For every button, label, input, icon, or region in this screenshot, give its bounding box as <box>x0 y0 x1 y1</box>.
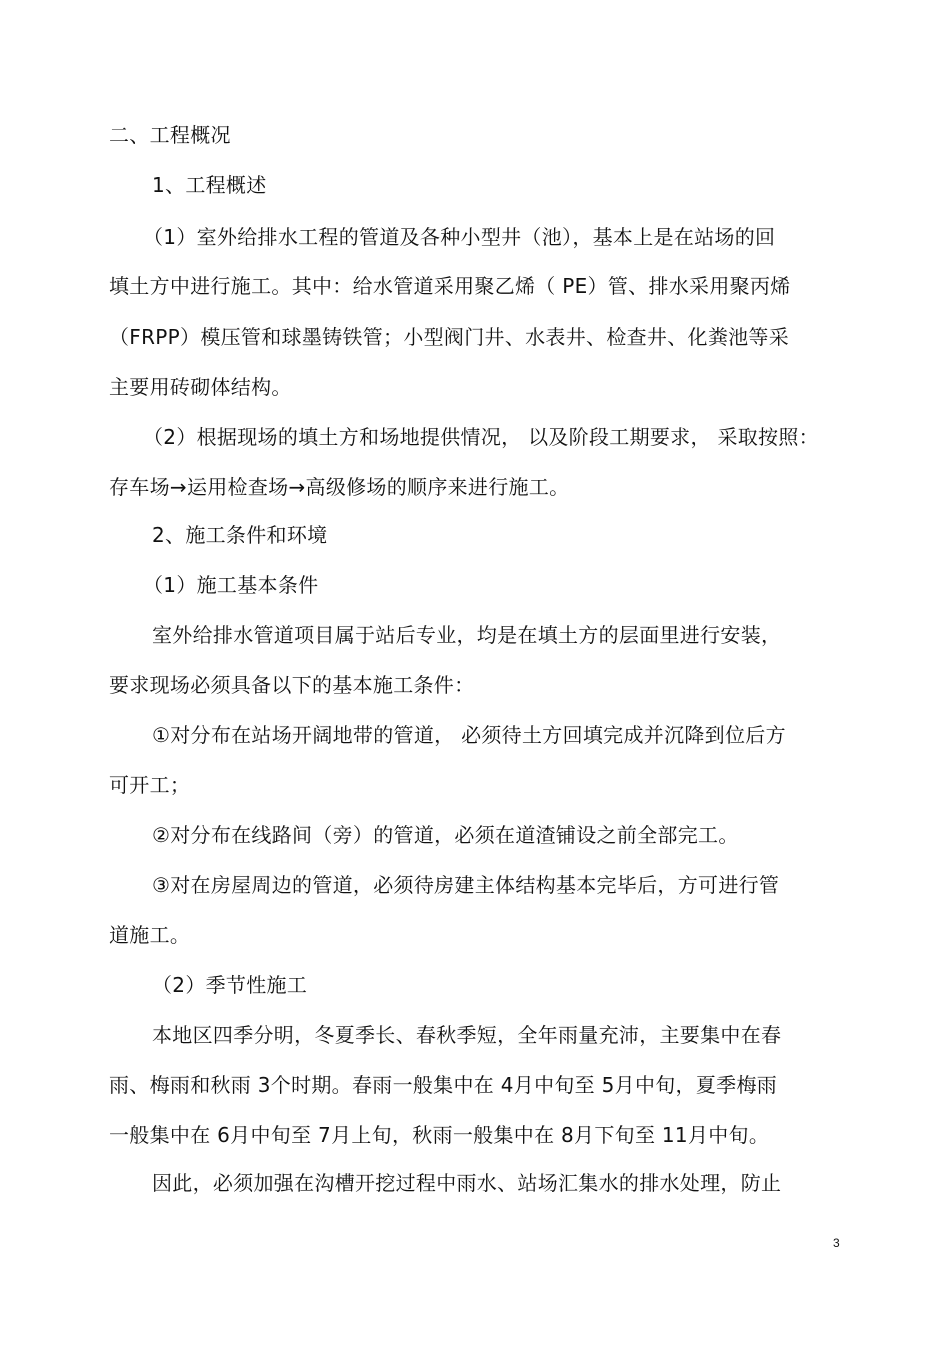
paragraph-line: 本地区四季分明，冬夏季长、春秋季短，全年雨量充沛，主要集中在春 <box>152 1023 782 1047</box>
subsection-heading: （2）季节性施工 <box>152 973 308 997</box>
paragraph-line: 主要用砖砌体结构。 <box>109 375 292 399</box>
paragraph-line: 要求现场必须具备以下的基本施工条件： <box>109 673 475 697</box>
paragraph-line: ③对在房屋周边的管道，必须待房建主体结构基本完毕后，方可进行管 <box>152 873 780 897</box>
subsection-heading: 2、施工条件和环境 <box>152 523 328 547</box>
section-heading: 二、工程概况 <box>109 123 231 147</box>
paragraph-line: 雨、梅雨和秋雨 3个时期。春雨一般集中在 4月中旬至 5月中旬，夏季梅雨 <box>109 1073 778 1097</box>
subsection-heading: 1、工程概述 <box>152 173 267 197</box>
paragraph-line: （FRPP）模压管和球墨铸铁管；小型阀门井、水表井、检查井、化粪池等采 <box>109 325 790 349</box>
paragraph-line: （2）根据现场的填土方和场地提供情况， 以及阶段工期要求， 采取按照： <box>143 425 819 449</box>
paragraph-line: 填土方中进行施工。其中：给水管道采用聚乙烯（ PE）管、排水采用聚丙烯 <box>109 274 791 298</box>
paragraph-line: ①对分布在站场开阔地带的管道， 必须待土方回填完成并沉降到位后方 <box>152 723 786 747</box>
paragraph-line: ②对分布在线路间（旁）的管道，必须在道渣铺设之前全部完工。 <box>152 823 739 847</box>
paragraph-line: 因此，必须加强在沟槽开挖过程中雨水、站场汇集水的排水处理，防止 <box>152 1171 782 1195</box>
paragraph-line: 道施工。 <box>109 923 191 947</box>
paragraph-line: 可开工； <box>109 773 191 797</box>
paragraph-line: （1）室外给排水工程的管道及各种小型井（池），基本上是在站场的回 <box>143 225 776 249</box>
paragraph-line: 存车场→运用检查场→高级修场的顺序来进行施工。 <box>109 475 570 499</box>
paragraph-line: 一般集中在 6月中旬至 7月上旬，秋雨一般集中在 8月下旬至 11月中旬。 <box>109 1123 770 1147</box>
page-number: 3 <box>833 1236 840 1250</box>
paragraph-line: 室外给排水管道项目属于站后专业，均是在填土方的层面里进行安装， <box>152 623 782 647</box>
subsection-heading: （1）施工基本条件 <box>143 573 319 597</box>
